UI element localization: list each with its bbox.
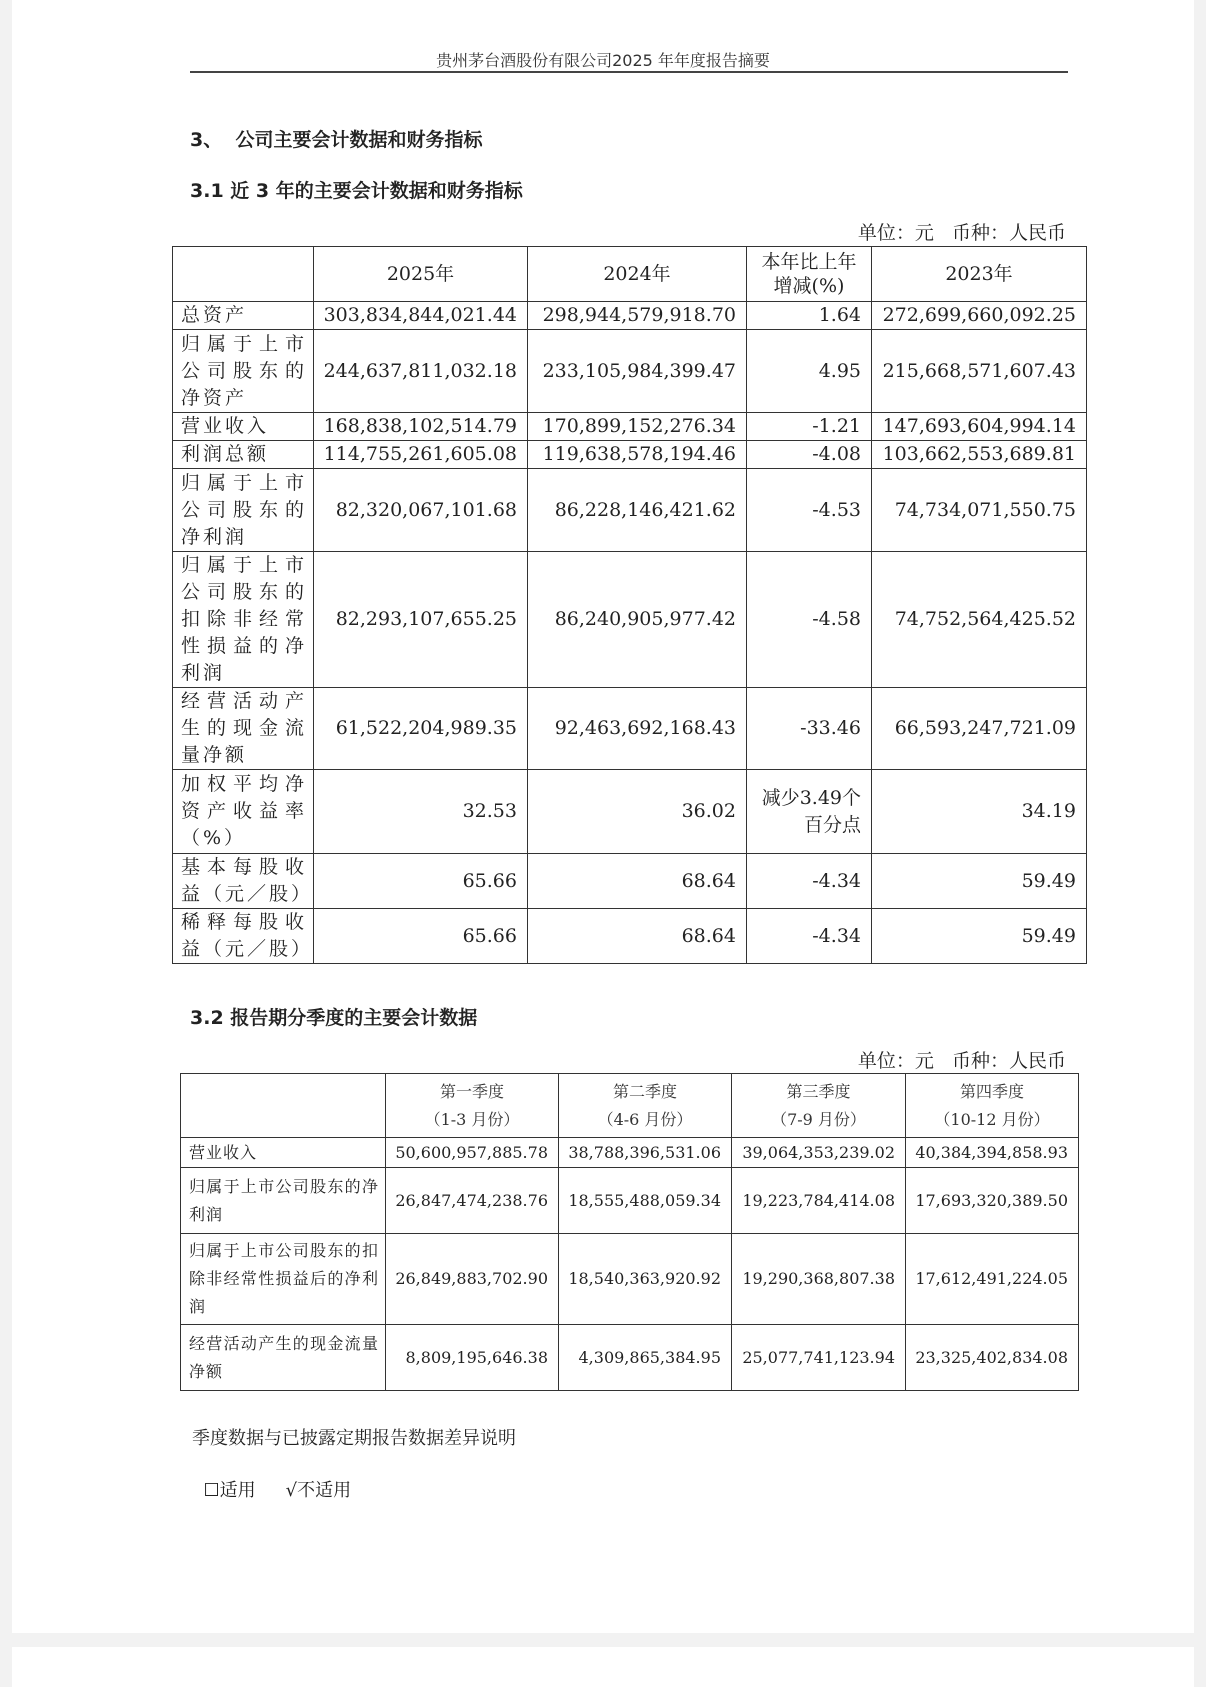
annual-financial-table	[172, 246, 1087, 964]
row-label: 基本每股收益（元／股）	[173, 854, 314, 909]
cell-2024: 36.02	[528, 770, 747, 854]
table-row	[181, 1168, 1079, 1234]
quarterly-financial-table	[180, 1073, 1079, 1391]
table-row	[173, 302, 1087, 330]
cell-q3: 39,064,353,239.02	[732, 1138, 906, 1168]
header-q4: 第四季度 （10-12 月份）	[906, 1074, 1079, 1138]
cell-change: -4.34	[747, 854, 872, 909]
cell-q1: 26,847,474,238.76	[386, 1168, 559, 1234]
section-heading: 3、 公司主要会计数据和财务指标	[190, 129, 483, 151]
header-empty-cell	[181, 1074, 386, 1138]
cell-2024: 298,944,579,918.70	[528, 302, 747, 330]
row-label: 经营活动产生的现金流量净额	[181, 1325, 386, 1391]
subsection-heading-3-2: 3.2 报告期分季度的主要会计数据	[190, 1007, 478, 1029]
cell-q4: 17,612,491,224.05	[906, 1234, 1079, 1325]
cell-2023: 59.49	[872, 909, 1087, 964]
cell-2023: 215,668,571,607.43	[872, 330, 1087, 413]
header-empty-cell	[173, 247, 314, 302]
cell-2025: 65.66	[314, 909, 528, 964]
header-2023: 2023年	[872, 247, 1087, 302]
header-q2: 第二季度 （4-6 月份）	[559, 1074, 732, 1138]
row-label: 利润总额	[173, 441, 314, 469]
header-q3: 第三季度 （7-9 月份）	[732, 1074, 906, 1138]
cell-change: 4.95	[747, 330, 872, 413]
row-label: 归属于上市公司股东的净利润	[181, 1168, 386, 1234]
table-row	[173, 854, 1087, 909]
cell-change: -4.58	[747, 552, 872, 688]
table-row	[173, 469, 1087, 552]
table-row	[173, 413, 1087, 441]
cell-change: -4.53	[747, 469, 872, 552]
cell-2024: 86,228,146,421.62	[528, 469, 747, 552]
table-row	[181, 1234, 1079, 1325]
cell-q1: 26,849,883,702.90	[386, 1234, 559, 1325]
checkmark-icon: √	[285, 1480, 298, 1501]
cell-2025: 61,522,204,989.35	[314, 688, 528, 770]
cell-q4: 23,325,402,834.08	[906, 1325, 1079, 1391]
cell-q3: 25,077,741,123.94	[732, 1325, 906, 1391]
cell-q2: 18,540,363,920.92	[559, 1234, 732, 1325]
cell-2025: 82,320,067,101.68	[314, 469, 528, 552]
cell-change: -1.21	[747, 413, 872, 441]
cell-2025: 32.53	[314, 770, 528, 854]
cell-change: -4.34	[747, 909, 872, 964]
cell-2023: 74,752,564,425.52	[872, 552, 1087, 688]
quarterly-diff-note-title: 季度数据与已披露定期报告数据差异说明	[192, 1428, 516, 1449]
table-header-row	[181, 1074, 1079, 1138]
cell-q1: 50,600,957,885.78	[386, 1138, 559, 1168]
table-row	[173, 441, 1087, 469]
running-header: 贵州茅台酒股份有限公司2025 年年度报告摘要	[436, 51, 770, 70]
cell-change: -33.46	[747, 688, 872, 770]
header-q1: 第一季度 （1-3 月份）	[386, 1074, 559, 1138]
row-label: 营业收入	[173, 413, 314, 441]
table-row	[181, 1138, 1079, 1168]
cell-q4: 17,693,320,389.50	[906, 1168, 1079, 1234]
table-row	[173, 330, 1087, 413]
cell-q3: 19,290,368,807.38	[732, 1234, 906, 1325]
cell-2023: 66,593,247,721.09	[872, 688, 1087, 770]
table-row	[173, 909, 1087, 964]
cell-2024: 233,105,984,399.47	[528, 330, 747, 413]
cell-2024: 119,638,578,194.46	[528, 441, 747, 469]
unit-label: 单位：元 币种：人民币	[857, 222, 1066, 244]
unit-label-quarterly: 单位：元 币种：人民币	[857, 1050, 1066, 1072]
cell-q1: 8,809,195,646.38	[386, 1325, 559, 1391]
cell-2023: 103,662,553,689.81	[872, 441, 1087, 469]
row-label: 归属于上市公司股东的扣除非经常性损益后的净利润	[181, 1234, 386, 1325]
row-label: 总资产	[173, 302, 314, 330]
table-row	[181, 1325, 1079, 1391]
cell-2024: 86,240,905,977.42	[528, 552, 747, 688]
row-label: 经营活动产生的现金流量净额	[173, 688, 314, 770]
cell-change: 减少3.49个 百分点	[747, 770, 872, 854]
not-applicable-checkbox[interactable]: √不适用	[285, 1480, 352, 1501]
cell-2023: 34.19	[872, 770, 1087, 854]
cell-2024: 170,899,152,276.34	[528, 413, 747, 441]
cell-2025: 114,755,261,605.08	[314, 441, 528, 469]
table-row	[173, 770, 1087, 854]
cell-2025: 244,637,811,032.18	[314, 330, 528, 413]
cell-2025: 303,834,844,021.44	[314, 302, 528, 330]
cell-q3: 19,223,784,414.08	[732, 1168, 906, 1234]
header-2024: 2024年	[528, 247, 747, 302]
table-row	[173, 688, 1087, 770]
row-label: 营业收入	[181, 1138, 386, 1168]
cell-2023: 59.49	[872, 854, 1087, 909]
row-label: 归属于上市公司股东的净利润	[173, 469, 314, 552]
cell-q4: 40,384,394,858.93	[906, 1138, 1079, 1168]
empty-checkbox-icon: ☐	[203, 1480, 220, 1501]
row-label: 加权平均净资产收益率（%）	[173, 770, 314, 854]
row-label: 稀释每股收益（元／股）	[173, 909, 314, 964]
cell-2025: 65.66	[314, 854, 528, 909]
cell-2024: 92,463,692,168.43	[528, 688, 747, 770]
cell-q2: 38,788,396,531.06	[559, 1138, 732, 1168]
cell-q2: 18,555,488,059.34	[559, 1168, 732, 1234]
applicability-options	[192, 1455, 351, 1502]
header-2025: 2025年	[314, 247, 528, 302]
cell-2024: 68.64	[528, 909, 747, 964]
cell-change: 1.64	[747, 302, 872, 330]
cell-2024: 68.64	[528, 854, 747, 909]
next-document-page	[12, 1647, 1194, 1687]
applicable-checkbox[interactable]: ☐适用	[203, 1480, 256, 1501]
cell-q2: 4,309,865,384.95	[559, 1325, 732, 1391]
cell-2025: 168,838,102,514.79	[314, 413, 528, 441]
header-divider	[190, 71, 1068, 73]
table-row	[173, 552, 1087, 688]
cell-2023: 74,734,071,550.75	[872, 469, 1087, 552]
subsection-heading-3-1: 3.1 近 3 年的主要会计数据和财务指标	[190, 180, 523, 202]
row-label: 归属于上市公司股东的扣除非经常性损益的净利润	[173, 552, 314, 688]
header-change: 本年比上年 增减(%)	[747, 247, 872, 302]
row-label: 归属于上市公司股东的净资产	[173, 330, 314, 413]
table-header-row	[173, 247, 1087, 302]
cell-2023: 147,693,604,994.14	[872, 413, 1087, 441]
cell-2025: 82,293,107,655.25	[314, 552, 528, 688]
cell-change: -4.08	[747, 441, 872, 469]
cell-2023: 272,699,660,092.25	[872, 302, 1087, 330]
